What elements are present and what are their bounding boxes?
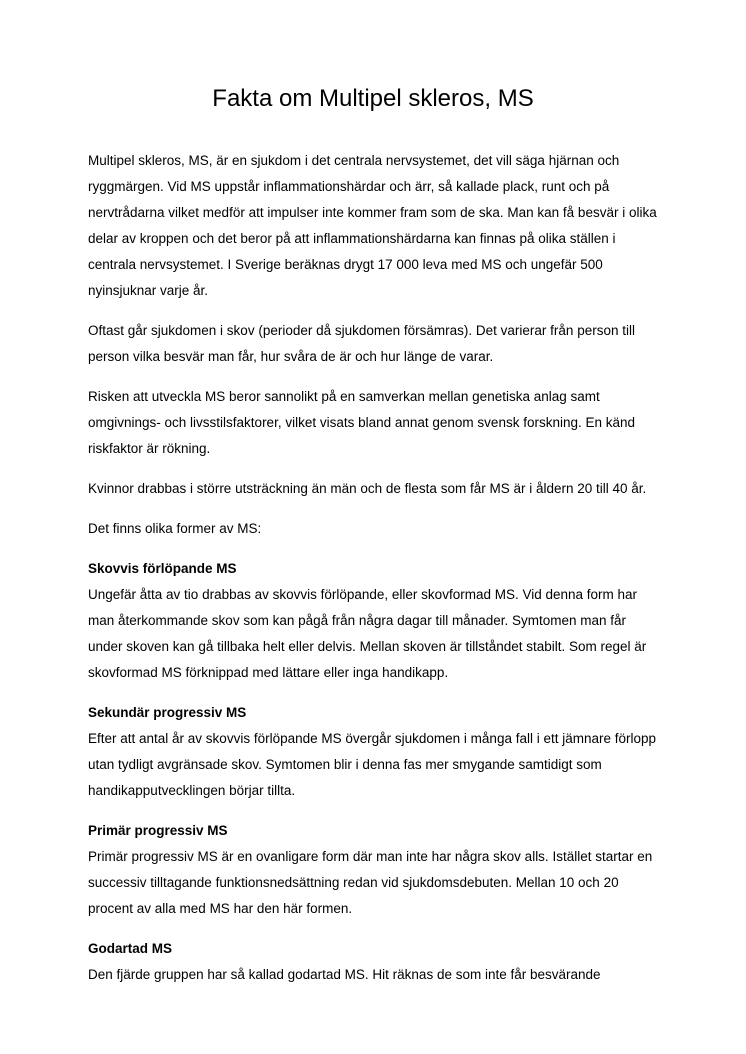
paragraph-sekundar: Efter att antal år av skovvis förlöpande MS övergår sjukdomen i många fall i ett jämnare förlopp utan tydligt avgränsade skov. Symtomen blir i denna fas mer smygande samtidigt som handikapputvecklingen börjar tillta.: [88, 731, 657, 798]
paragraph-primar: Primär progressiv MS är en ovanligare form där man inte har några skov alls. Istället startar en successiv tilltagande funktionsnedsättning redan vid sjukdomsdebuten. Mellan 10 och 20 procent av alla med MS har den här formen.: [88, 849, 653, 916]
section-heading-primar: Primär progressiv MS: [88, 823, 228, 838]
paragraph-risk-factors: Risken att utveckla MS beror sannolikt på en samverkan mellan genetiska anlag samt omgivnings- och livsstilsfaktorer, vilket visats bland annat genom svensk forskning. En känd riskfaktor är rökning.: [88, 389, 636, 456]
paragraph-godartad: Den fjärde gruppen har så kallad godartad MS. Hit räknas de som inte får besvärande: [88, 967, 601, 982]
paragraph-forms-lead-in: Det finns olika former av MS:: [88, 521, 262, 536]
paragraph-skov-overview: Oftast går sjukdomen i skov (perioder då sjukdomen försämras). Det varierar från person till person vilka besvär man får, hur svåra de är och hur länge de varar.: [88, 323, 635, 364]
section-heading-sekundar: Sekundär progressiv MS: [88, 705, 247, 720]
paragraph-skovvis: Ungefär åtta av tio drabbas av skovvis förlöpande, eller skovformad MS. Vid denna form har man återkommande skov som kan pågå från några dagar till månader. Symtomen man får under skoven kan gå tillbaka helt eller delvis. Mellan skoven är tillståndet stabilt. Som regel är skovformad MS förknippad med lättare eller inga handikapp.: [88, 587, 647, 680]
section-heading-godartad: Godartad MS: [88, 941, 173, 956]
paragraph-intro: Multipel skleros, MS, är en sjukdom i det centrala nervsystemet, det vill säga hjärnan och ryggmärgen. Vid MS uppstår inflammationshärdar och ärr, så kallade plack, runt och på nervtrådarna vilket medför att impulser inte kommer fram som de ska. Man kan få besvär i olika delar av kroppen och det beror på att inflammationshärdarna kan finnas på olika ställen i centrala nervsystemet. I Sverige beräknas drygt 17 000 leva med MS och ungefär 500 nyinsjuknar varje år.: [88, 153, 657, 298]
document-title: Fakta om Multipel skleros, MS: [212, 85, 534, 112]
section-heading-skovvis: Skovvis förlöpande MS: [88, 561, 237, 576]
paragraph-demographics: Kvinnor drabbas i större utsträckning än män och de flesta som får MS är i åldern 20 till 40 år.: [88, 481, 647, 496]
